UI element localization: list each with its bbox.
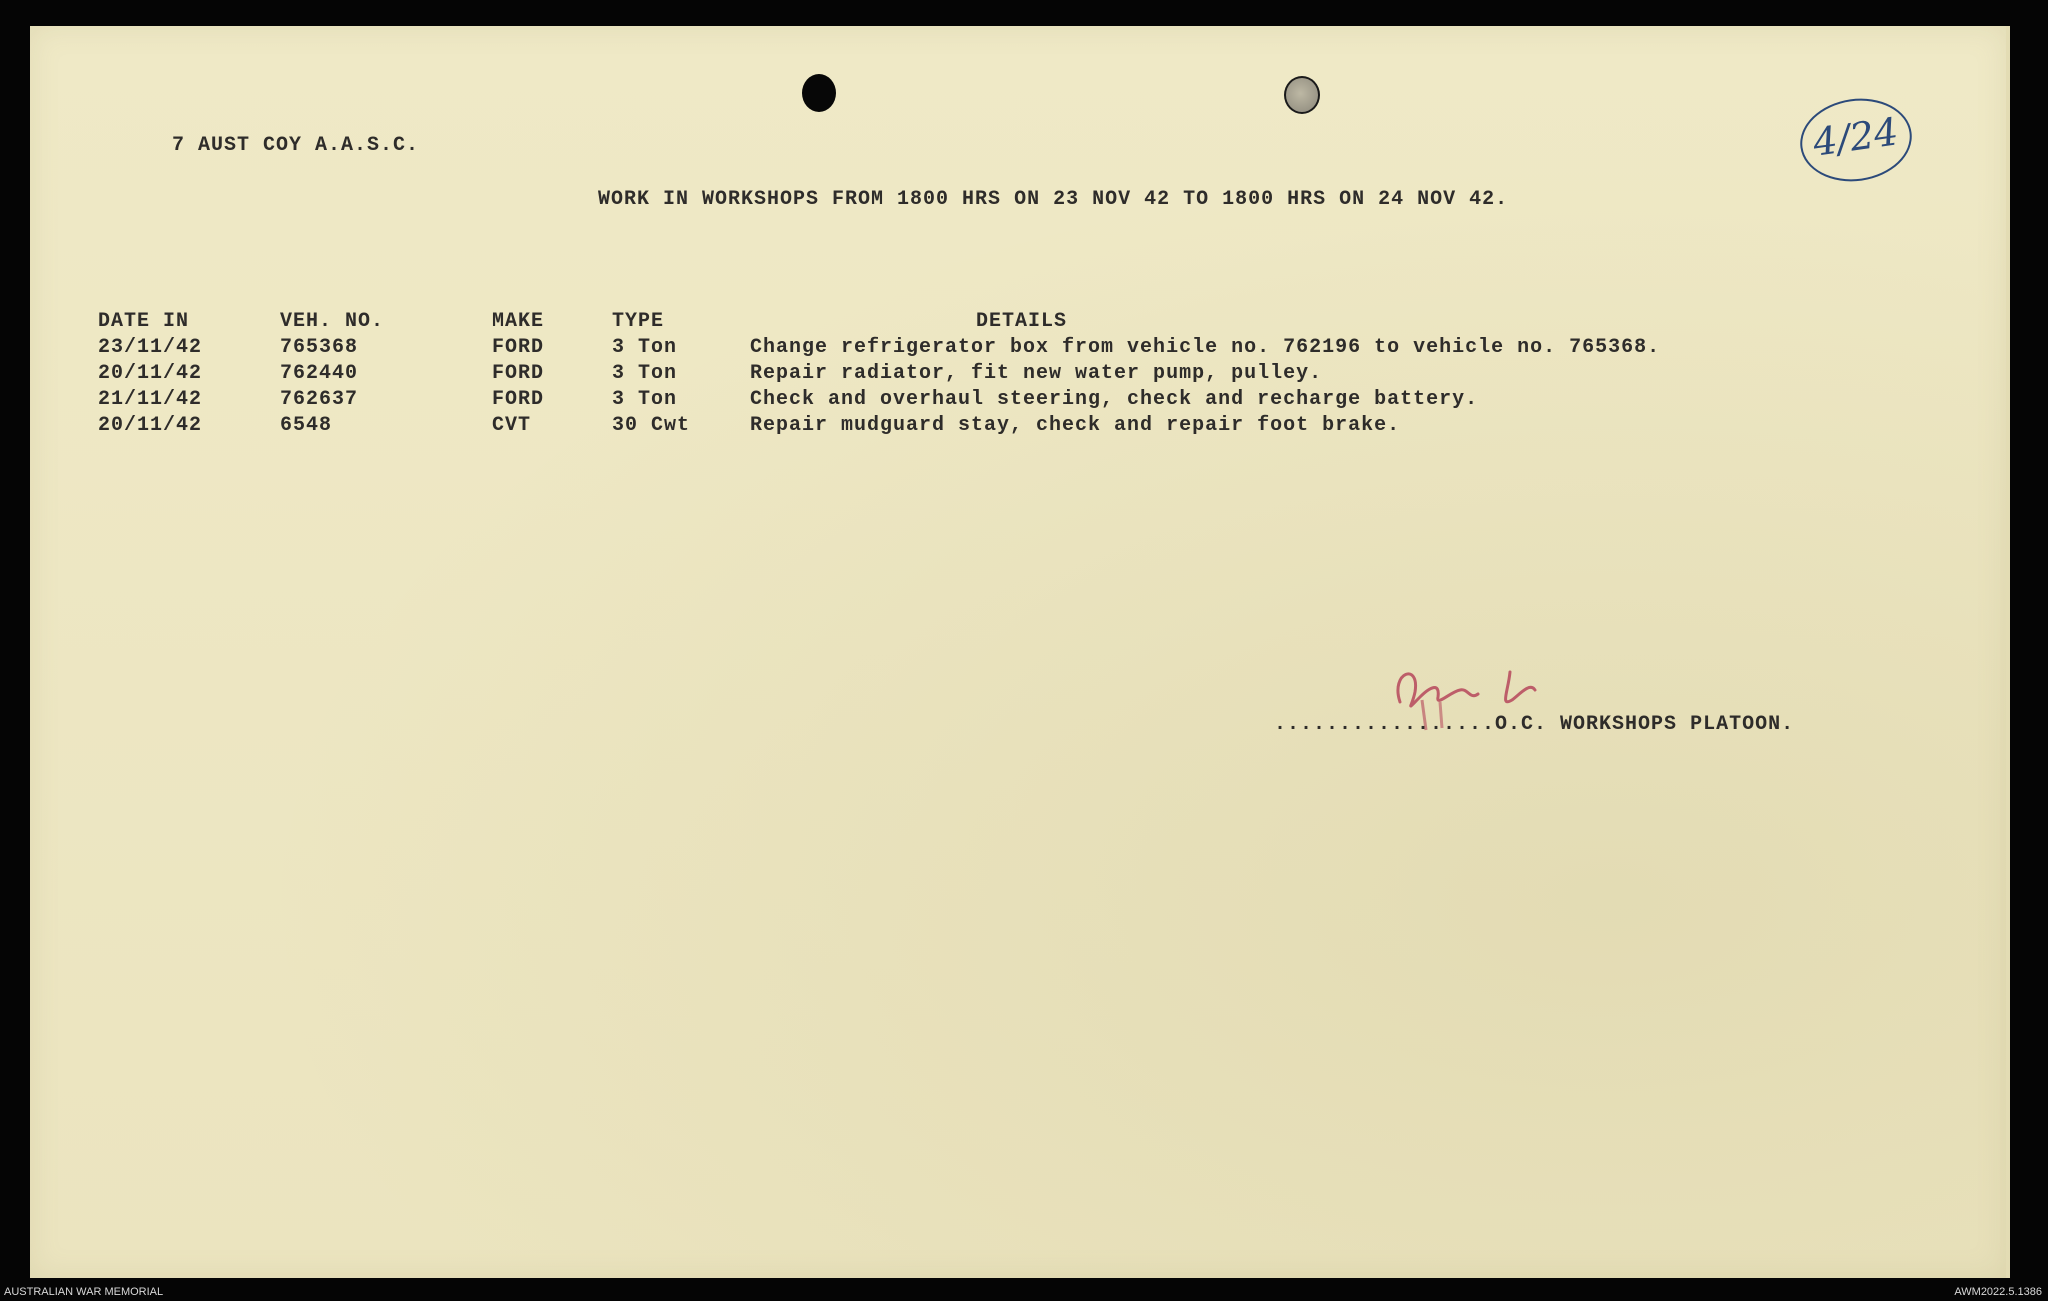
date-in: 23/11/42 — [98, 336, 203, 359]
vehicle-number: 6548 — [280, 414, 333, 437]
document-title: WORK IN WORKSHOPS FROM 1800 HRS ON 23 NOV 42 TO 1800 HRS ON 24 NOV 42. — [598, 188, 1509, 211]
work-details: Repair mudguard stay, check and repair foot brake. — [750, 414, 1401, 437]
column-header-details: DETAILS — [976, 310, 1068, 333]
archive-footer — [0, 1283, 2048, 1301]
document-page — [30, 26, 2010, 1278]
date-in: 20/11/42 — [98, 362, 203, 385]
vehicle-type: 3 Ton — [612, 362, 678, 385]
date-in: 20/11/42 — [98, 414, 203, 437]
punch-hole-left — [802, 74, 836, 112]
unit-heading: 7 AUST COY A.A.S.C. — [172, 134, 420, 157]
column-header-veh-no: VEH. NO. — [280, 310, 385, 333]
work-details: Change refrigerator box from vehicle no. 762196 to vehicle no. 765368. — [750, 336, 1661, 359]
punch-hole-right — [1284, 76, 1320, 114]
vehicle-type: 3 Ton — [612, 388, 678, 411]
archive-name: AUSTRALIAN WAR MEMORIAL — [4, 1286, 164, 1298]
table-row — [30, 362, 2006, 388]
table-row — [30, 336, 2006, 362]
vehicle-type: 30 Cwt — [612, 414, 691, 437]
signature-line: .................O.C. WORKSHOPS PLATOON. — [1274, 713, 1795, 736]
work-details: Repair radiator, fit new water pump, pulley. — [750, 362, 1323, 385]
column-header-type: TYPE — [612, 310, 665, 333]
table-row — [30, 414, 2006, 440]
vehicle-number: 762637 — [280, 388, 359, 411]
column-header-date-in: DATE IN — [98, 310, 190, 333]
date-in: 21/11/42 — [98, 388, 203, 411]
vehicle-make: FORD — [492, 362, 545, 385]
folio-number: 4/24 — [1810, 109, 1901, 165]
work-details: Check and overhaul steering, check and recharge battery. — [750, 388, 1479, 411]
vehicle-type: 3 Ton — [612, 336, 678, 359]
archive-reference: AWM2022.5.1386 — [1954, 1286, 2042, 1298]
vehicle-number: 765368 — [280, 336, 359, 359]
table-row — [30, 388, 2006, 414]
vehicle-make: FORD — [492, 336, 545, 359]
vehicle-make: FORD — [492, 388, 545, 411]
folio-number-stamp — [1795, 92, 1917, 189]
column-header-make: MAKE — [492, 310, 545, 333]
vehicle-make: CVT — [492, 414, 532, 437]
vehicle-number: 762440 — [280, 362, 359, 385]
